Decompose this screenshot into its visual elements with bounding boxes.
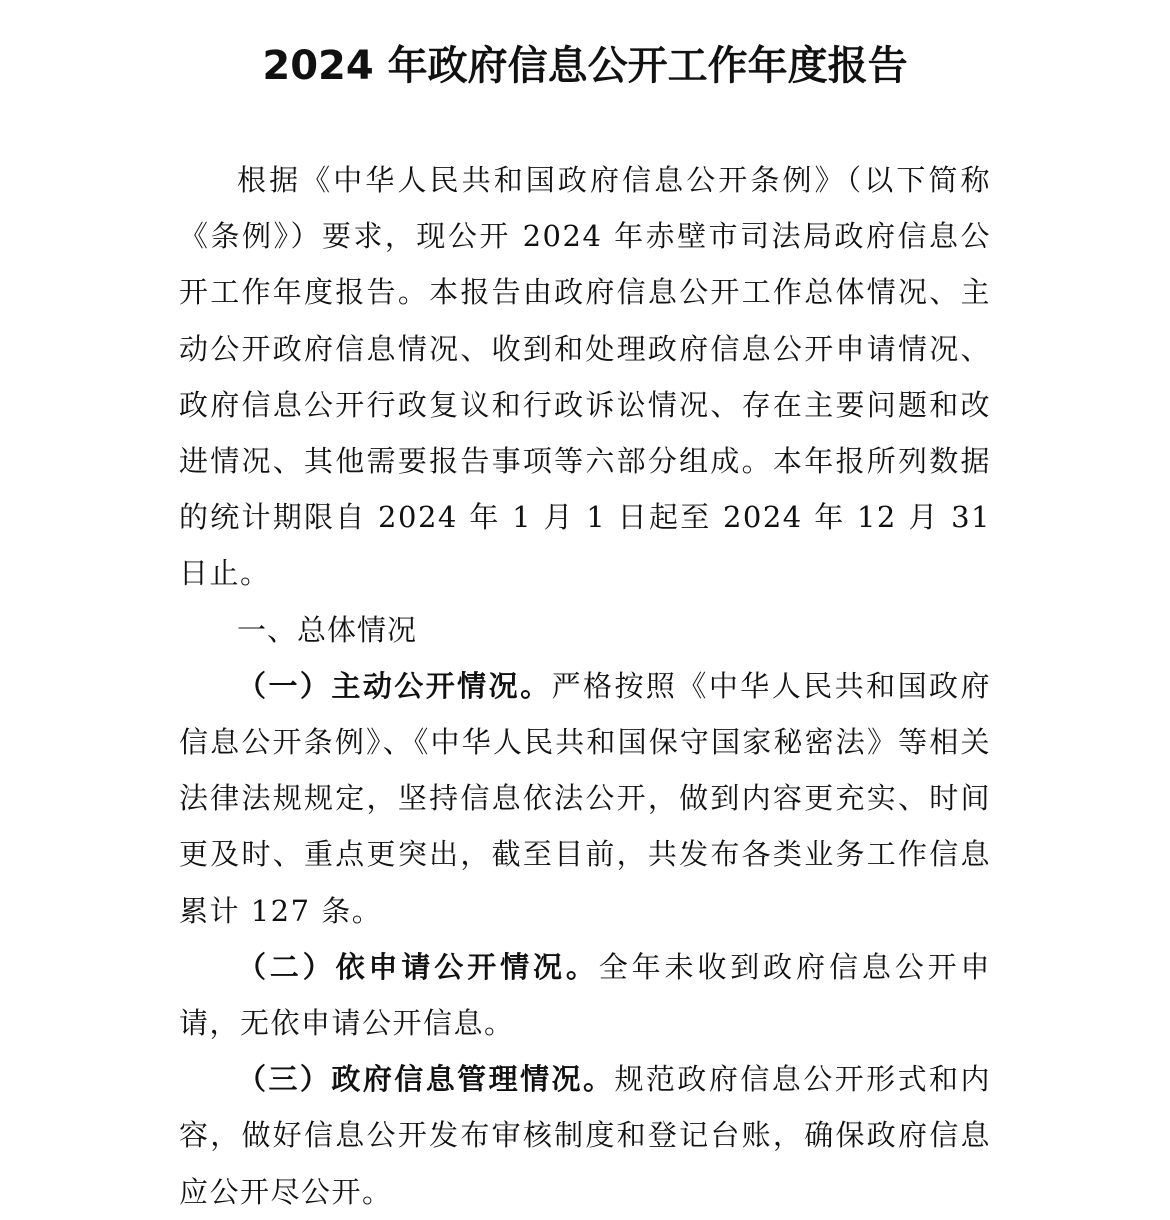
subsection-text: 规范政府信息公开形式和内容，做好信息公开发布审核制度和登记台账，确保政府信息应公开尽公开。 [179,1062,991,1209]
subsection-text: 严格按照《中华人民共和国政府信息公开条例》、《中华人民共和国保守国家秘密法》等相关法律法规规定，坚持信息依法公开，做到内容更充实、时间更及时、重点更突出，截至目前，共发布各类业务工作信息累计 127 条。 [179,668,991,928]
document-body [179,152,991,1220]
intro-paragraph: 根据《中华人民共和国政府信息公开条例》（以下简称《条例》）要求，现公开 2024 年赤壁市司法局政府信息公开工作年度报告。本报告由政府信息公开工作总体情况、主动公开政府信息情况、收到和处理政府信息公开申请情况、政府信息公开行政复议和行政诉讼情况、存在主要问题和改进情况、其他需要报告事项等六部分组成。本年报所列数据的统计期限自 2024 年 1 月 1 日起至 2024 年 12 月 31 日止。 [179,163,991,591]
document-title: 2024 年政府信息公开工作年度报告 [262,43,908,89]
subsection-paragraph-application-disclosure [179,939,991,1051]
subsection-paragraph-active-disclosure [179,658,991,939]
subsection-paragraph-information-management [179,1051,991,1220]
subsection-text: 全年未收到政府信息公开申请，无依申请公开信息。 [179,949,991,1041]
subsection-lead: （二）依申请公开情况。 [237,949,599,984]
subsection-lead: （三）政府信息管理情况。 [237,1062,615,1097]
subsection-lead: （一）主动公开情况。 [237,668,552,703]
section-heading-general: 一、总体情况 [237,612,418,647]
